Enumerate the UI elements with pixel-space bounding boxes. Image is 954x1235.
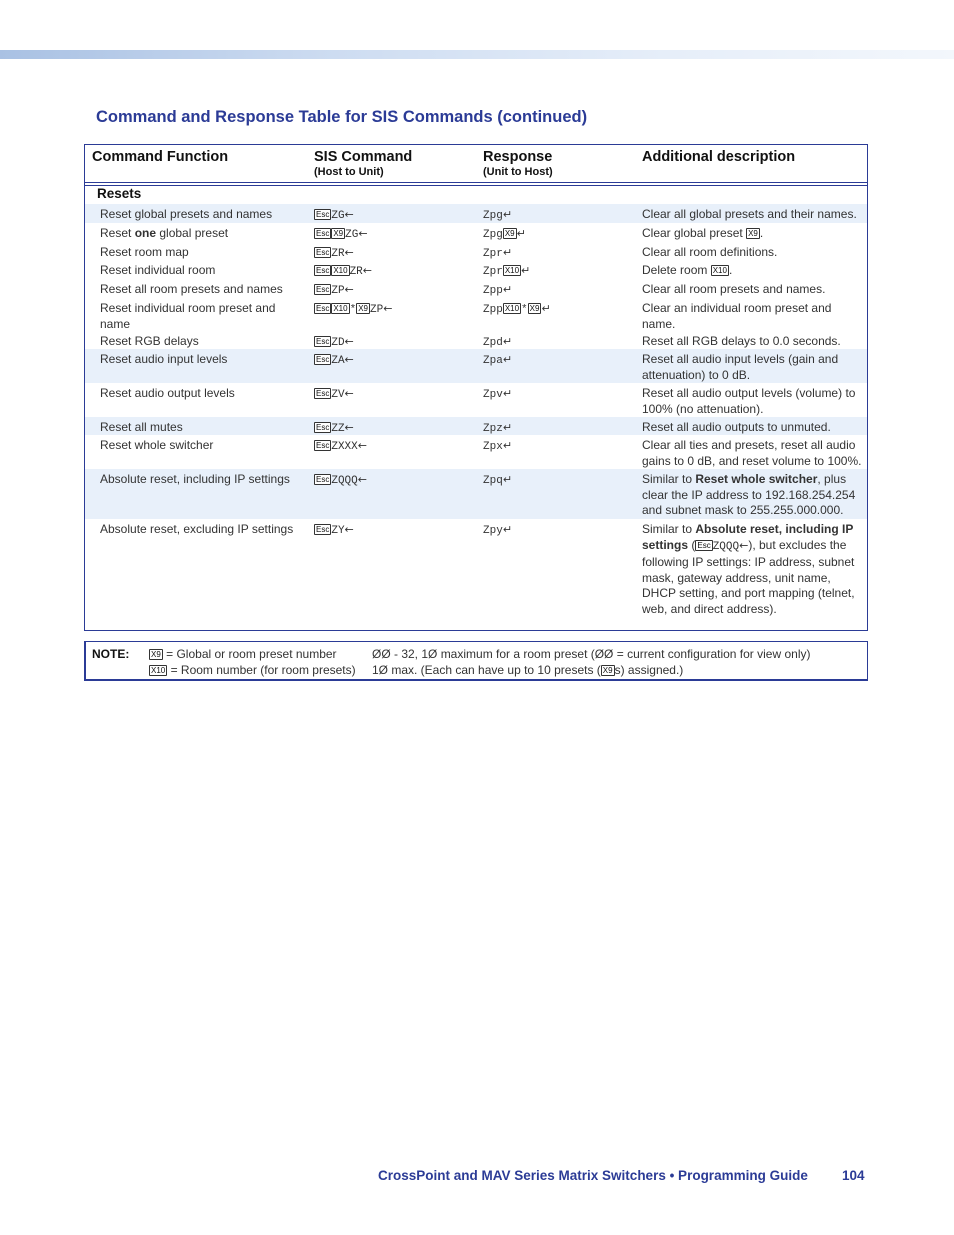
row-command <box>314 352 474 370</box>
command-text: ZY <box>331 525 345 537</box>
table-row <box>85 349 867 383</box>
row-command <box>314 438 474 456</box>
note-line-1-detail: ØØ - 32, 1Ø maximum for a room preset (ØØ = current configuration for view only) <box>372 647 811 661</box>
row-description: Reset all audio output levels (volume) to 100% (no attenuation). <box>642 386 856 416</box>
row-function: Reset global presets and names <box>100 207 273 221</box>
function-text: global preset <box>156 226 229 240</box>
note-text: s) assigned.) <box>614 663 684 677</box>
row-response <box>483 472 633 490</box>
description-text: . <box>759 226 764 240</box>
row-command <box>314 386 474 404</box>
return-arrow-icon: ↵ <box>502 439 513 452</box>
response-text: Zpr <box>483 248 503 260</box>
command-text: ZA <box>331 355 345 367</box>
header-response-sub: (Unit to Host) <box>483 166 553 178</box>
enter-arrow-icon: ← <box>344 246 354 259</box>
return-arrow-icon: ↵ <box>502 246 513 259</box>
row-description: Clear an individual room preset and name. <box>642 301 832 331</box>
row-function: Reset RGB delays <box>100 334 199 348</box>
x9-variable-icon: X9 <box>151 650 161 659</box>
x10-variable-icon: X10 <box>333 304 348 313</box>
command-text: ZR <box>331 248 345 260</box>
esc-key-icon: Esc <box>316 248 330 257</box>
row-function: Reset all mutes <box>100 420 183 434</box>
description-command-text: ZQQQ <box>712 540 740 553</box>
return-arrow-icon: ↵ <box>502 473 513 486</box>
enter-arrow-icon: ← <box>383 302 393 315</box>
return-arrow-icon: ↵ <box>502 387 513 400</box>
response-text: Zpa <box>483 355 503 367</box>
header-response <box>483 149 553 178</box>
command-text: ZP <box>369 304 384 316</box>
row-description: Reset all audio input levels (gain and attenuation) to 0 dB. <box>642 352 839 382</box>
description-text: Similar to <box>642 472 696 486</box>
x9-variable-icon: X9 <box>333 229 344 238</box>
footer-title: CrossPoint and MAV Series Matrix Switchers • Programming Guide <box>378 1168 808 1183</box>
row-function: Reset audio input levels <box>100 352 228 366</box>
row-command <box>314 226 474 244</box>
row-description: Clear all global presets and their names. <box>642 207 857 221</box>
function-text: Reset <box>100 226 135 240</box>
x9-variable-icon: X9 <box>602 666 613 675</box>
x10-variable-icon: X10 <box>151 666 166 675</box>
row-response <box>483 386 633 404</box>
row-response <box>483 263 633 281</box>
return-arrow-icon: ↵ <box>502 523 513 536</box>
page-number: 104 <box>842 1168 865 1183</box>
table-row <box>85 279 867 298</box>
response-text: Zpp <box>483 304 503 316</box>
row-function: Reset room map <box>100 245 189 259</box>
row-function: Reset individual room <box>100 263 216 277</box>
table-row <box>85 242 867 260</box>
row-response <box>483 438 633 456</box>
return-arrow-icon: ↵ <box>502 421 513 434</box>
x9-variable-icon: X9 <box>529 304 540 313</box>
enter-arrow-icon: ← <box>344 208 354 221</box>
command-text: ZG <box>331 210 345 222</box>
row-response <box>483 352 633 370</box>
table-row <box>85 417 867 435</box>
row-function: Reset all room presets and names <box>100 282 283 296</box>
response-text: Zpv <box>483 389 503 401</box>
enter-arrow-icon: ← <box>357 439 367 452</box>
header-description: Additional description <box>642 149 796 165</box>
header-response-label: Response <box>483 149 553 165</box>
response-text: Zpx <box>483 441 503 453</box>
esc-key-icon: Esc <box>316 285 330 294</box>
return-arrow-icon: ↵ <box>502 283 513 296</box>
header-rule <box>85 182 867 183</box>
header-band <box>0 50 954 59</box>
response-text: Zpy <box>483 525 503 537</box>
response-text: Zpd <box>483 337 503 349</box>
table-row <box>85 204 867 223</box>
return-arrow-icon: ↵ <box>502 335 513 348</box>
return-arrow-icon: ↵ <box>521 264 531 277</box>
page-title: Command and Response Table for SIS Commands (continued) <box>96 108 588 126</box>
esc-key-icon: Esc <box>316 355 330 364</box>
row-function: Reset individual room preset and name <box>100 301 276 331</box>
command-text: ZV <box>331 389 345 401</box>
header-command <box>314 149 412 178</box>
x10-variable-icon: X10 <box>504 266 520 275</box>
return-arrow-icon: ↵ <box>516 227 526 240</box>
note-text: 1Ø max. (Each can have up to 10 presets ( <box>372 663 601 677</box>
command-text: ZR <box>349 266 363 278</box>
return-arrow-icon: ↵ <box>502 208 513 221</box>
description-text: ), but excludes the following IP settings: IP address, subnet mask, gateway address, unit name, DHCP setting, and port mapping (telnet, web, and direct address). <box>642 537 855 616</box>
description-text: . <box>728 263 733 277</box>
row-command <box>314 301 474 319</box>
row-description <box>642 472 864 519</box>
esc-key-icon: Esc <box>316 475 330 484</box>
note-label: NOTE: <box>92 647 130 661</box>
table-row <box>85 260 867 279</box>
enter-arrow-icon: ← <box>344 523 354 536</box>
esc-key-icon: Esc <box>316 266 330 275</box>
header-command-sub: (Host to Unit) <box>314 166 384 178</box>
table-header <box>85 145 867 183</box>
enter-arrow-icon: ← <box>344 387 354 400</box>
esc-key-icon: Esc <box>316 389 330 398</box>
row-description: Clear all ties and presets, reset all audio gains to 0 dB, and reset volume to 100%. <box>642 438 862 468</box>
header-command-label: SIS Command <box>314 149 413 165</box>
table-row <box>85 331 867 349</box>
row-response <box>483 226 633 244</box>
x9-variable-icon: X9 <box>504 229 515 238</box>
row-command <box>314 282 474 300</box>
esc-key-icon: Esc <box>316 441 330 450</box>
note-text: = Room number (for room presets) <box>167 663 356 677</box>
table-row <box>85 469 867 519</box>
return-arrow-icon: ↵ <box>502 353 513 366</box>
row-function: Absolute reset, excluding IP settings <box>100 522 294 536</box>
row-function: Absolute reset, including IP settings <box>100 472 290 486</box>
response-text: Zpg <box>483 210 503 222</box>
row-command <box>314 207 474 225</box>
note-line-2 <box>149 663 356 677</box>
row-response <box>483 301 633 319</box>
row-function: Reset whole switcher <box>100 438 214 452</box>
esc-key-icon: Esc <box>316 423 330 432</box>
row-description: Clear all room definitions. <box>642 245 778 259</box>
group-label-resets: Resets <box>97 186 142 201</box>
description-text: , plus clear the IP address to 192.168.254.254 and subnet mask to 255.255.000.000. <box>642 472 856 517</box>
note-text: = Global or room preset number <box>162 647 337 661</box>
command-text: ZQQQ <box>331 475 358 487</box>
response-text: Zpz <box>483 423 503 435</box>
enter-arrow-icon: ← <box>358 227 368 240</box>
x10-variable-icon: X10 <box>333 266 348 275</box>
response-text: Zpq <box>483 475 503 487</box>
table-row <box>85 298 867 331</box>
command-text: * <box>349 304 357 316</box>
row-description <box>642 522 864 617</box>
x10-variable-icon: X10 <box>712 266 727 275</box>
table-row <box>85 519 867 629</box>
note-line-2-detail <box>372 663 683 677</box>
row-description <box>642 226 864 242</box>
note-box <box>84 641 868 681</box>
row-description: Clear all room presets and names. <box>642 282 826 296</box>
enter-arrow-icon: ← <box>344 335 354 348</box>
description-text: ( <box>688 537 696 552</box>
command-text: ZZ <box>331 423 345 435</box>
esc-key-icon: Esc <box>316 210 330 219</box>
row-description: Reset all audio outputs to unmuted. <box>642 420 831 434</box>
enter-arrow-icon: ← <box>357 473 367 486</box>
description-bold-text: Absolute reset, including IP settings <box>642 522 854 552</box>
row-response <box>483 207 633 225</box>
response-text: Zpr <box>483 266 503 278</box>
description-bold-text: Reset whole switcher <box>695 472 818 486</box>
response-text: * <box>521 304 528 316</box>
esc-key-icon: Esc <box>316 229 330 238</box>
x9-variable-icon: X9 <box>358 304 368 313</box>
table-row <box>85 223 867 242</box>
x10-variable-icon: X10 <box>504 304 520 313</box>
table-row <box>85 383 867 417</box>
header-rule-2 <box>85 185 867 186</box>
row-response <box>483 522 633 540</box>
description-text: Delete room <box>642 263 711 277</box>
command-text: ZD <box>331 337 345 349</box>
enter-arrow-icon: ← <box>739 538 749 552</box>
esc-key-icon: Esc <box>316 337 330 346</box>
row-description <box>642 263 864 279</box>
command-text: ZG <box>345 229 359 241</box>
return-arrow-icon: ↵ <box>541 302 551 315</box>
response-text: Zpg <box>483 229 503 241</box>
note-line-1 <box>149 647 337 661</box>
row-command <box>314 522 474 540</box>
description-text: Clear global preset <box>642 226 747 240</box>
command-text: ZXXX <box>331 441 358 453</box>
response-text: Zpp <box>483 285 503 297</box>
description-text: Similar to <box>642 522 696 536</box>
enter-arrow-icon: ← <box>344 283 354 296</box>
row-function: Reset audio output levels <box>100 386 235 400</box>
enter-arrow-icon: ← <box>344 421 354 434</box>
row-command <box>314 472 474 490</box>
row-response <box>483 282 633 300</box>
row-function <box>100 226 300 242</box>
function-bold-text: one <box>134 226 157 240</box>
enter-arrow-icon: ← <box>344 353 354 366</box>
table-row <box>85 435 867 469</box>
command-text: ZP <box>331 285 345 297</box>
esc-key-icon: Esc <box>316 304 330 313</box>
command-table <box>84 144 868 631</box>
row-description: Reset all RGB delays to 0.0 seconds. <box>642 334 841 348</box>
esc-key-icon: Esc <box>316 525 330 534</box>
header-function: Command Function <box>92 149 229 165</box>
x9-variable-icon: X9 <box>748 229 758 238</box>
row-command <box>314 263 474 281</box>
esc-key-icon: Esc <box>697 540 711 550</box>
enter-arrow-icon: ← <box>362 264 372 277</box>
